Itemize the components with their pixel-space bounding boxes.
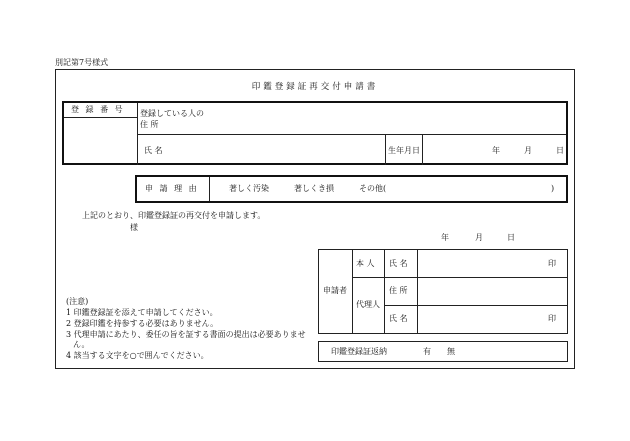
return-label: 印鑑登録証返納 <box>331 347 387 356</box>
proxy-address-field[interactable] <box>420 280 565 303</box>
reason-box <box>135 175 568 203</box>
dob-label: 生年月日 <box>388 146 420 155</box>
proxy-address-label: 住 所 <box>389 286 408 295</box>
date-month: 月 <box>475 233 483 242</box>
self-name-label: 氏 名 <box>389 259 408 268</box>
applicant-group-label: 申請者 <box>323 286 347 295</box>
proxy-seal-mark: 印 <box>548 314 556 323</box>
reason-option-damaged[interactable]: 著しくき損 <box>294 184 334 193</box>
reason-label: 申 請 理 由 <box>145 184 199 193</box>
note-item: ん。 <box>73 340 90 349</box>
seal-card-return-box <box>318 341 568 362</box>
applicant-table <box>318 249 568 334</box>
return-yes[interactable]: 有 <box>423 347 431 356</box>
note-item: 3 代理申請にあたり、委任の旨を証する書面の提出は必要ありませ <box>66 330 306 339</box>
form-title: 印鑑登録証再交付申請書 <box>251 82 379 92</box>
dob-month: 月 <box>524 146 532 155</box>
registrant-name-label: 氏 名 <box>144 146 163 155</box>
self-seal-mark: 印 <box>548 259 556 268</box>
applicant-self-label: 本 人 <box>356 259 375 268</box>
statement: 上記のとおり、印鑑登録証の再交付を申請します。 <box>82 211 266 220</box>
proxy-name-label: 氏 名 <box>389 314 408 323</box>
dob-day: 日 <box>556 146 564 155</box>
registration-number-field[interactable] <box>67 119 135 133</box>
applicant-proxy-label: 代理人 <box>356 300 380 309</box>
form-number: 別記第7号様式 <box>55 58 109 67</box>
registrant-address-field[interactable] <box>214 105 564 132</box>
dob-year: 年 <box>492 146 500 155</box>
registrant-address-label: 登録している人の <box>140 109 204 118</box>
date-day: 日 <box>507 233 515 242</box>
registrant-name-field[interactable] <box>174 136 382 163</box>
date-year: 年 <box>441 233 449 242</box>
reason-close-paren: ) <box>551 184 555 193</box>
registration-number-label: 登 録 番 号 <box>71 105 125 114</box>
note-item: 2 登録印鑑を持参する必要はありません。 <box>66 319 219 328</box>
honorific-sama: 様 <box>130 223 138 232</box>
registration-table <box>62 101 568 165</box>
proxy-name-field[interactable] <box>420 308 540 331</box>
reason-option-other[interactable]: その他( <box>359 184 387 193</box>
note-item: 1 印鑑登録証を添えて申請してください。 <box>66 308 218 317</box>
registrant-address-sub: 住 所 <box>140 120 159 129</box>
note-item: 4 該当する文字を○で囲んでください。 <box>66 351 209 360</box>
notes-heading: (注意) <box>66 297 89 306</box>
return-no[interactable]: 無 <box>447 347 455 356</box>
self-name-field[interactable] <box>420 252 540 275</box>
reason-option-stained[interactable]: 著しく汚染 <box>229 184 269 193</box>
